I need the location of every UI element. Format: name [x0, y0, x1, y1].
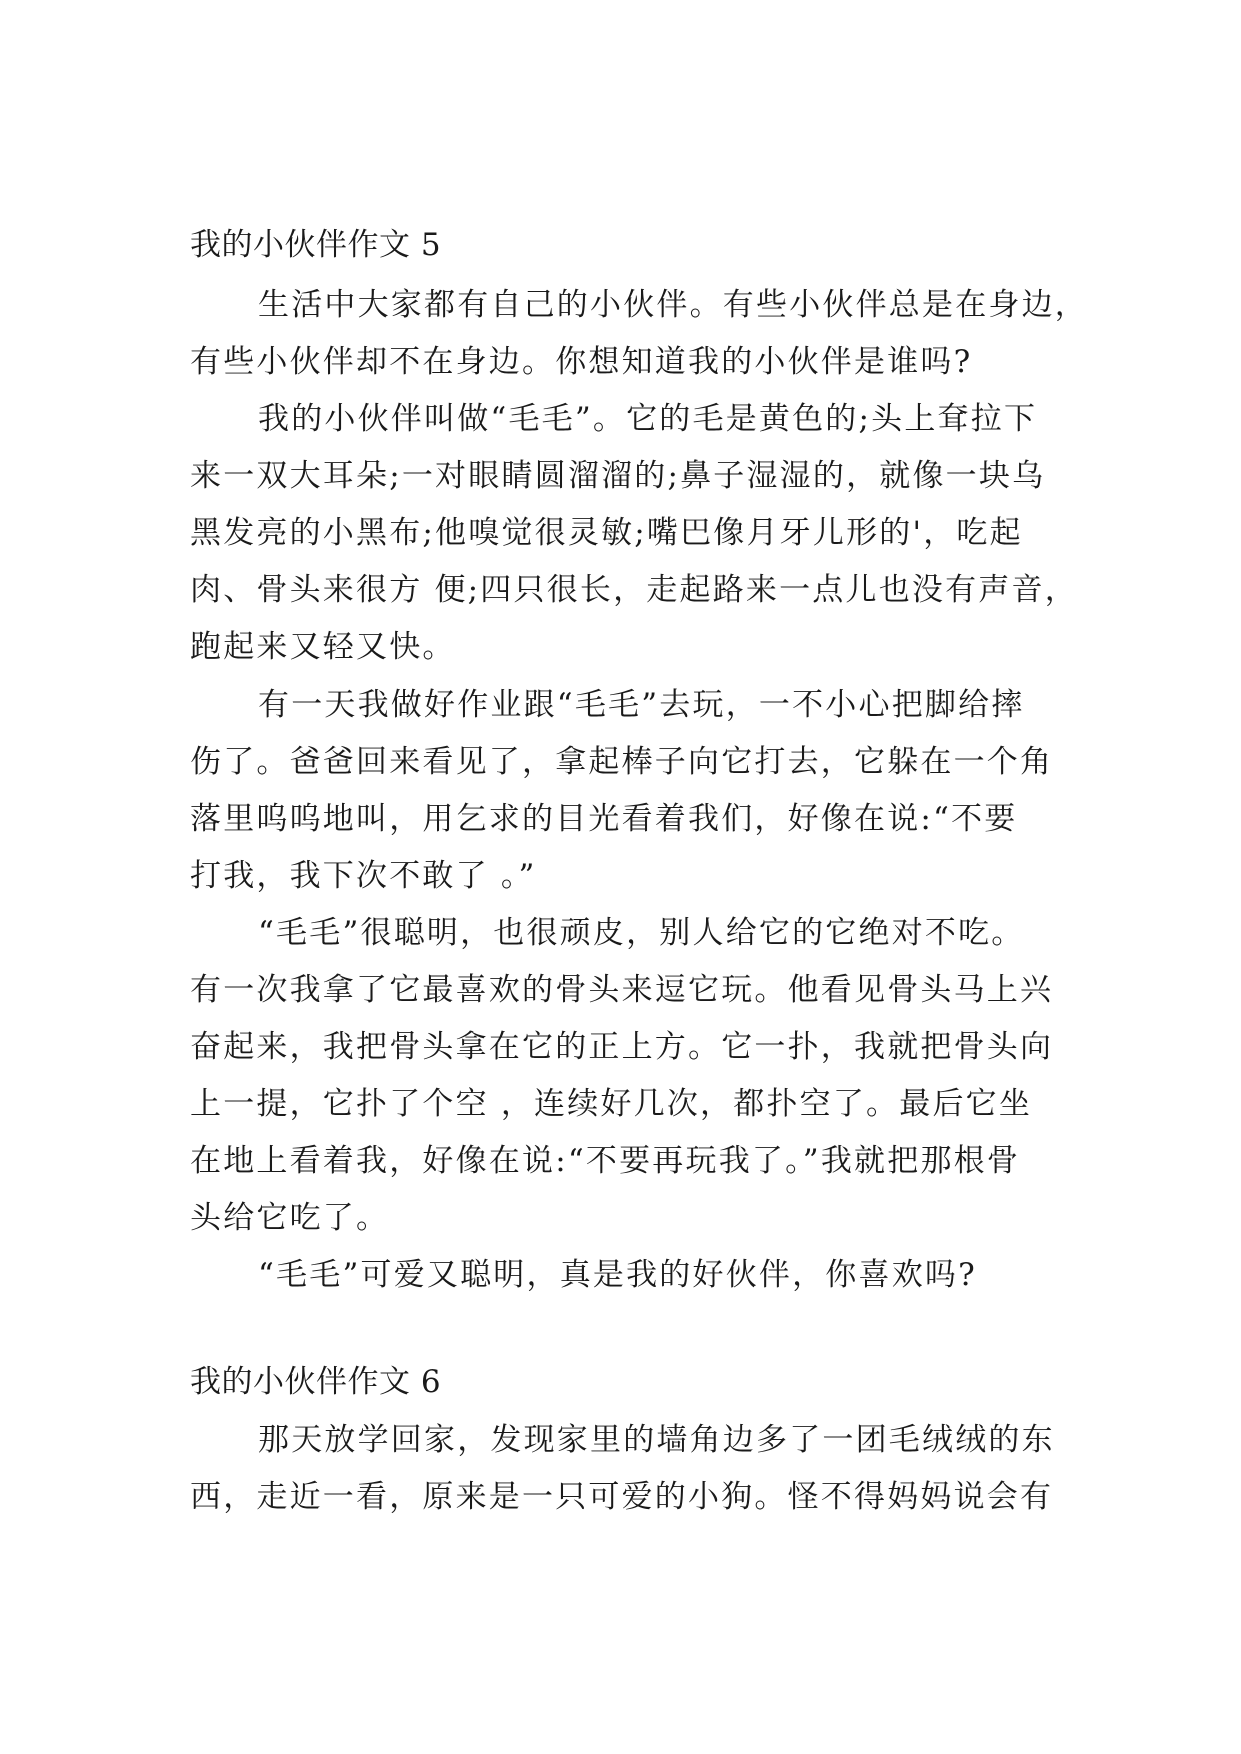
paragraph-line: 伤了。爸爸回来看见了，拿起棒子向它打去，它躲在一个角: [190, 744, 1054, 780]
paragraph-line: 上一提，它扑了个空 ，连续好几次，都扑空了。最后它坐: [190, 1086, 1033, 1122]
paragraph-line: 头给它吃了。: [190, 1200, 390, 1236]
paragraph-line: 我的小伙伴叫做“毛毛”。它的毛是黄色的;头上耷拉下: [258, 401, 1038, 437]
paragraph-line: 在地上看着我，好像在说:“不要再玩我了。”我就把那根骨: [190, 1143, 1021, 1179]
paragraph-line: 有些小伙伴却不在身边。你想知道我的小伙伴是谁吗?: [190, 344, 973, 380]
paragraph-line: 有一天我做好作业跟“毛毛”去玩，一不小心把脚给摔: [258, 687, 1025, 723]
paragraph-line: 生活中大家都有自己的小伙伴。有些小伙伴总是在身边，: [258, 287, 1088, 323]
section-title: 我的小伙伴作文 5: [190, 227, 442, 263]
paragraph-line: 肉、骨头来很方 便;四只很长，走起路来一点儿也没有声音，: [190, 572, 1078, 608]
paragraph-line: 跑起来又轻又快。: [190, 629, 456, 665]
paragraph-line: 来一双大耳朵;一对眼睛圆溜溜的;鼻子湿湿的，就像一块乌: [190, 458, 1046, 494]
paragraph-line: 黑发亮的小黑布;他嗅觉很灵敏;嘴巴像月牙儿形的'，吃起: [190, 515, 1023, 551]
paragraph-line: 奋起来，我把骨头拿在它的正上方。它一扑，我就把骨头向: [190, 1029, 1054, 1065]
paragraph-line: “毛毛”可爱又聪明，真是我的好伙伴，你喜欢吗?: [258, 1257, 977, 1293]
paragraph-line: 西，走近一看，原来是一只可爱的小狗。怪不得妈妈说会有: [190, 1479, 1054, 1515]
paragraph-line: 落里呜呜地叫，用乞求的目光看着我们，好像在说:“不要: [190, 801, 1018, 837]
paragraph-line: 有一次我拿了它最喜欢的骨头来逗它玩。他看见骨头马上兴: [190, 972, 1054, 1008]
section-title: 我的小伙伴作文 6: [190, 1364, 442, 1400]
paragraph-line: 打我，我下次不敢了 。”: [190, 858, 537, 894]
paragraph-line: 那天放学回家，发现家里的墙角边多了一团毛绒绒的东: [258, 1422, 1055, 1458]
paragraph-line: “毛毛”很聪明，也很顽皮，别人给它的它绝对不吃。: [258, 915, 1025, 951]
